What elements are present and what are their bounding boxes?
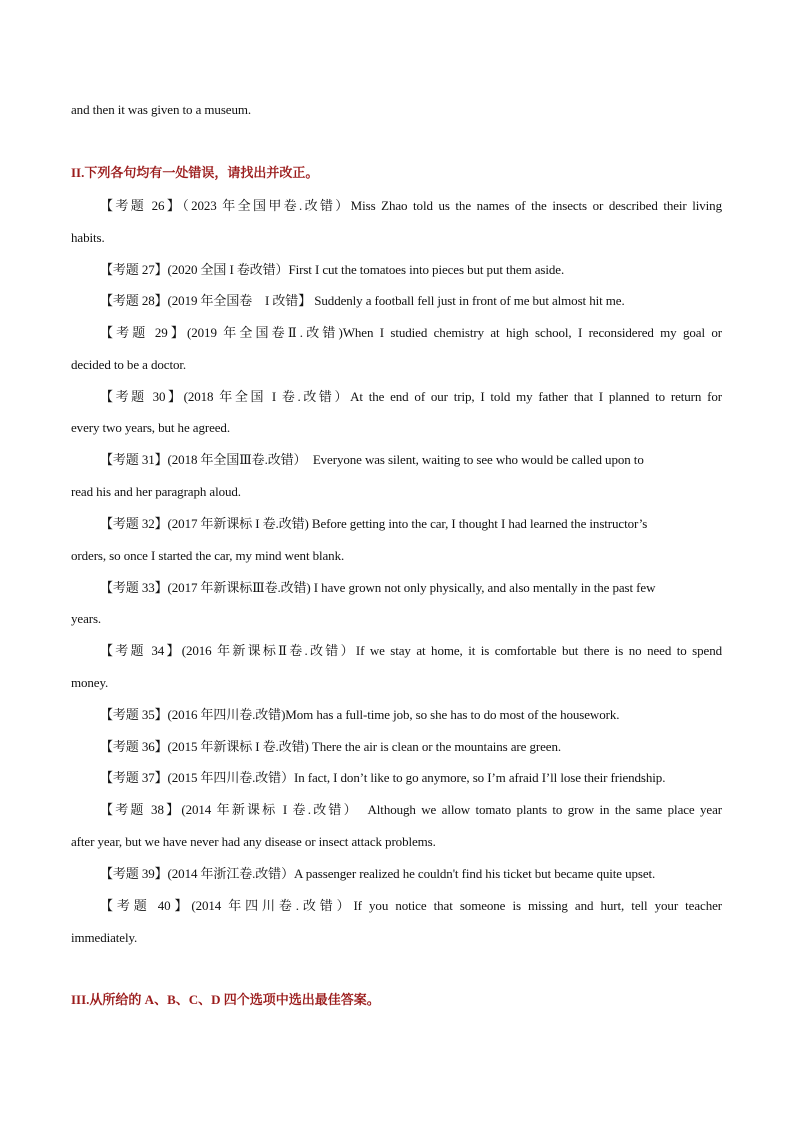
question-34-line-2: money. xyxy=(71,675,109,690)
question-32-line-1: 【考题 32】(2017 年新课标 I 卷.改错) Before getting into the car, I thought I had learned the instructor’s xyxy=(100,516,648,531)
question-34-line-1: 【考题 34】(2016 年新课标Ⅱ卷.改错）If we stay at home, it is comfortable but there is no need to spend xyxy=(100,643,722,658)
question-36-line-1: 【考题 36】(2015 年新课标 I 卷.改错) There the air is clean or the mountains are green. xyxy=(100,739,561,754)
question-40-line-2: immediately. xyxy=(71,930,138,945)
question-29-line-2: decided to be a doctor. xyxy=(71,357,187,372)
question-39-line-1: 【考题 39】(2014 年浙江卷.改错）A passenger realized he couldn't find his ticket but became quite upset. xyxy=(100,866,656,881)
section-2-heading: II.下列各句均有一处错误，请找出并改正。 xyxy=(71,165,319,180)
question-35-line-1: 【考题 35】(2016 年四川卷.改错)Mom has a full-time job, so she has to do most of the housework. xyxy=(100,707,620,722)
question-29-line-1: 【考题 29】(2019 年全国卷Ⅱ.改错)When I studied chemistry at high school, I reconsidered my goal or xyxy=(100,325,722,340)
question-28-line-1: 【考题 28】(2019 年全国卷 I 改错】 Suddenly a football fell just in front of me but almost hit me. xyxy=(100,293,625,308)
question-31-line-2: read his and her paragraph aloud. xyxy=(71,484,241,499)
question-30-line-1: 【考题 30】(2018 年全国 I 卷.改错）At the end of our trip, I told my father that I planned to return for xyxy=(100,389,722,404)
question-33-line-1: 【考题 33】(2017 年新课标Ⅲ卷.改错) I have grown not only physically, and also mentally in the past few xyxy=(100,580,656,595)
section-3-heading: III.从所给的 A、B、C、D 四个选项中选出最佳答案。 xyxy=(71,992,380,1007)
question-40-line-1: 【考题 40】(2014 年四川卷.改错）If you notice that someone is missing and hurt, tell your teacher xyxy=(100,898,722,913)
question-33-line-2: years. xyxy=(71,611,102,626)
question-26-line-1: 【考题 26】（2023 年全国甲卷.改错）Miss Zhao told us the names of the insects or described their living xyxy=(100,198,722,213)
question-26-line-2: habits. xyxy=(71,230,105,245)
question-38-line-1: 【考题 38】(2014 年新课标 I 卷.改错） Although we allow tomato plants to grow in the same place year xyxy=(100,802,722,817)
question-30-line-2: every two years, but he agreed. xyxy=(71,420,230,435)
intro-tail-text: and then it was given to a museum. xyxy=(71,102,252,117)
question-27-line-1: 【考题 27】(2020 全国 I 卷改错）First I cut the tomatoes into pieces but put them aside. xyxy=(100,262,565,277)
question-32-line-2: orders, so once I started the car, my mind went blank. xyxy=(71,548,345,563)
question-38-line-2: after year, but we have never had any disease or insect attack problems. xyxy=(71,834,436,849)
question-31-line-1: 【考题 31】(2018 年全国Ⅲ卷.改错） Everyone was silent, waiting to see who would be called upon to xyxy=(100,452,644,467)
question-37-line-1: 【考题 37】(2015 年四川卷.改错）In fact, I don’t like to go anymore, so I’m afraid I’ll lose their friendship. xyxy=(100,770,666,785)
